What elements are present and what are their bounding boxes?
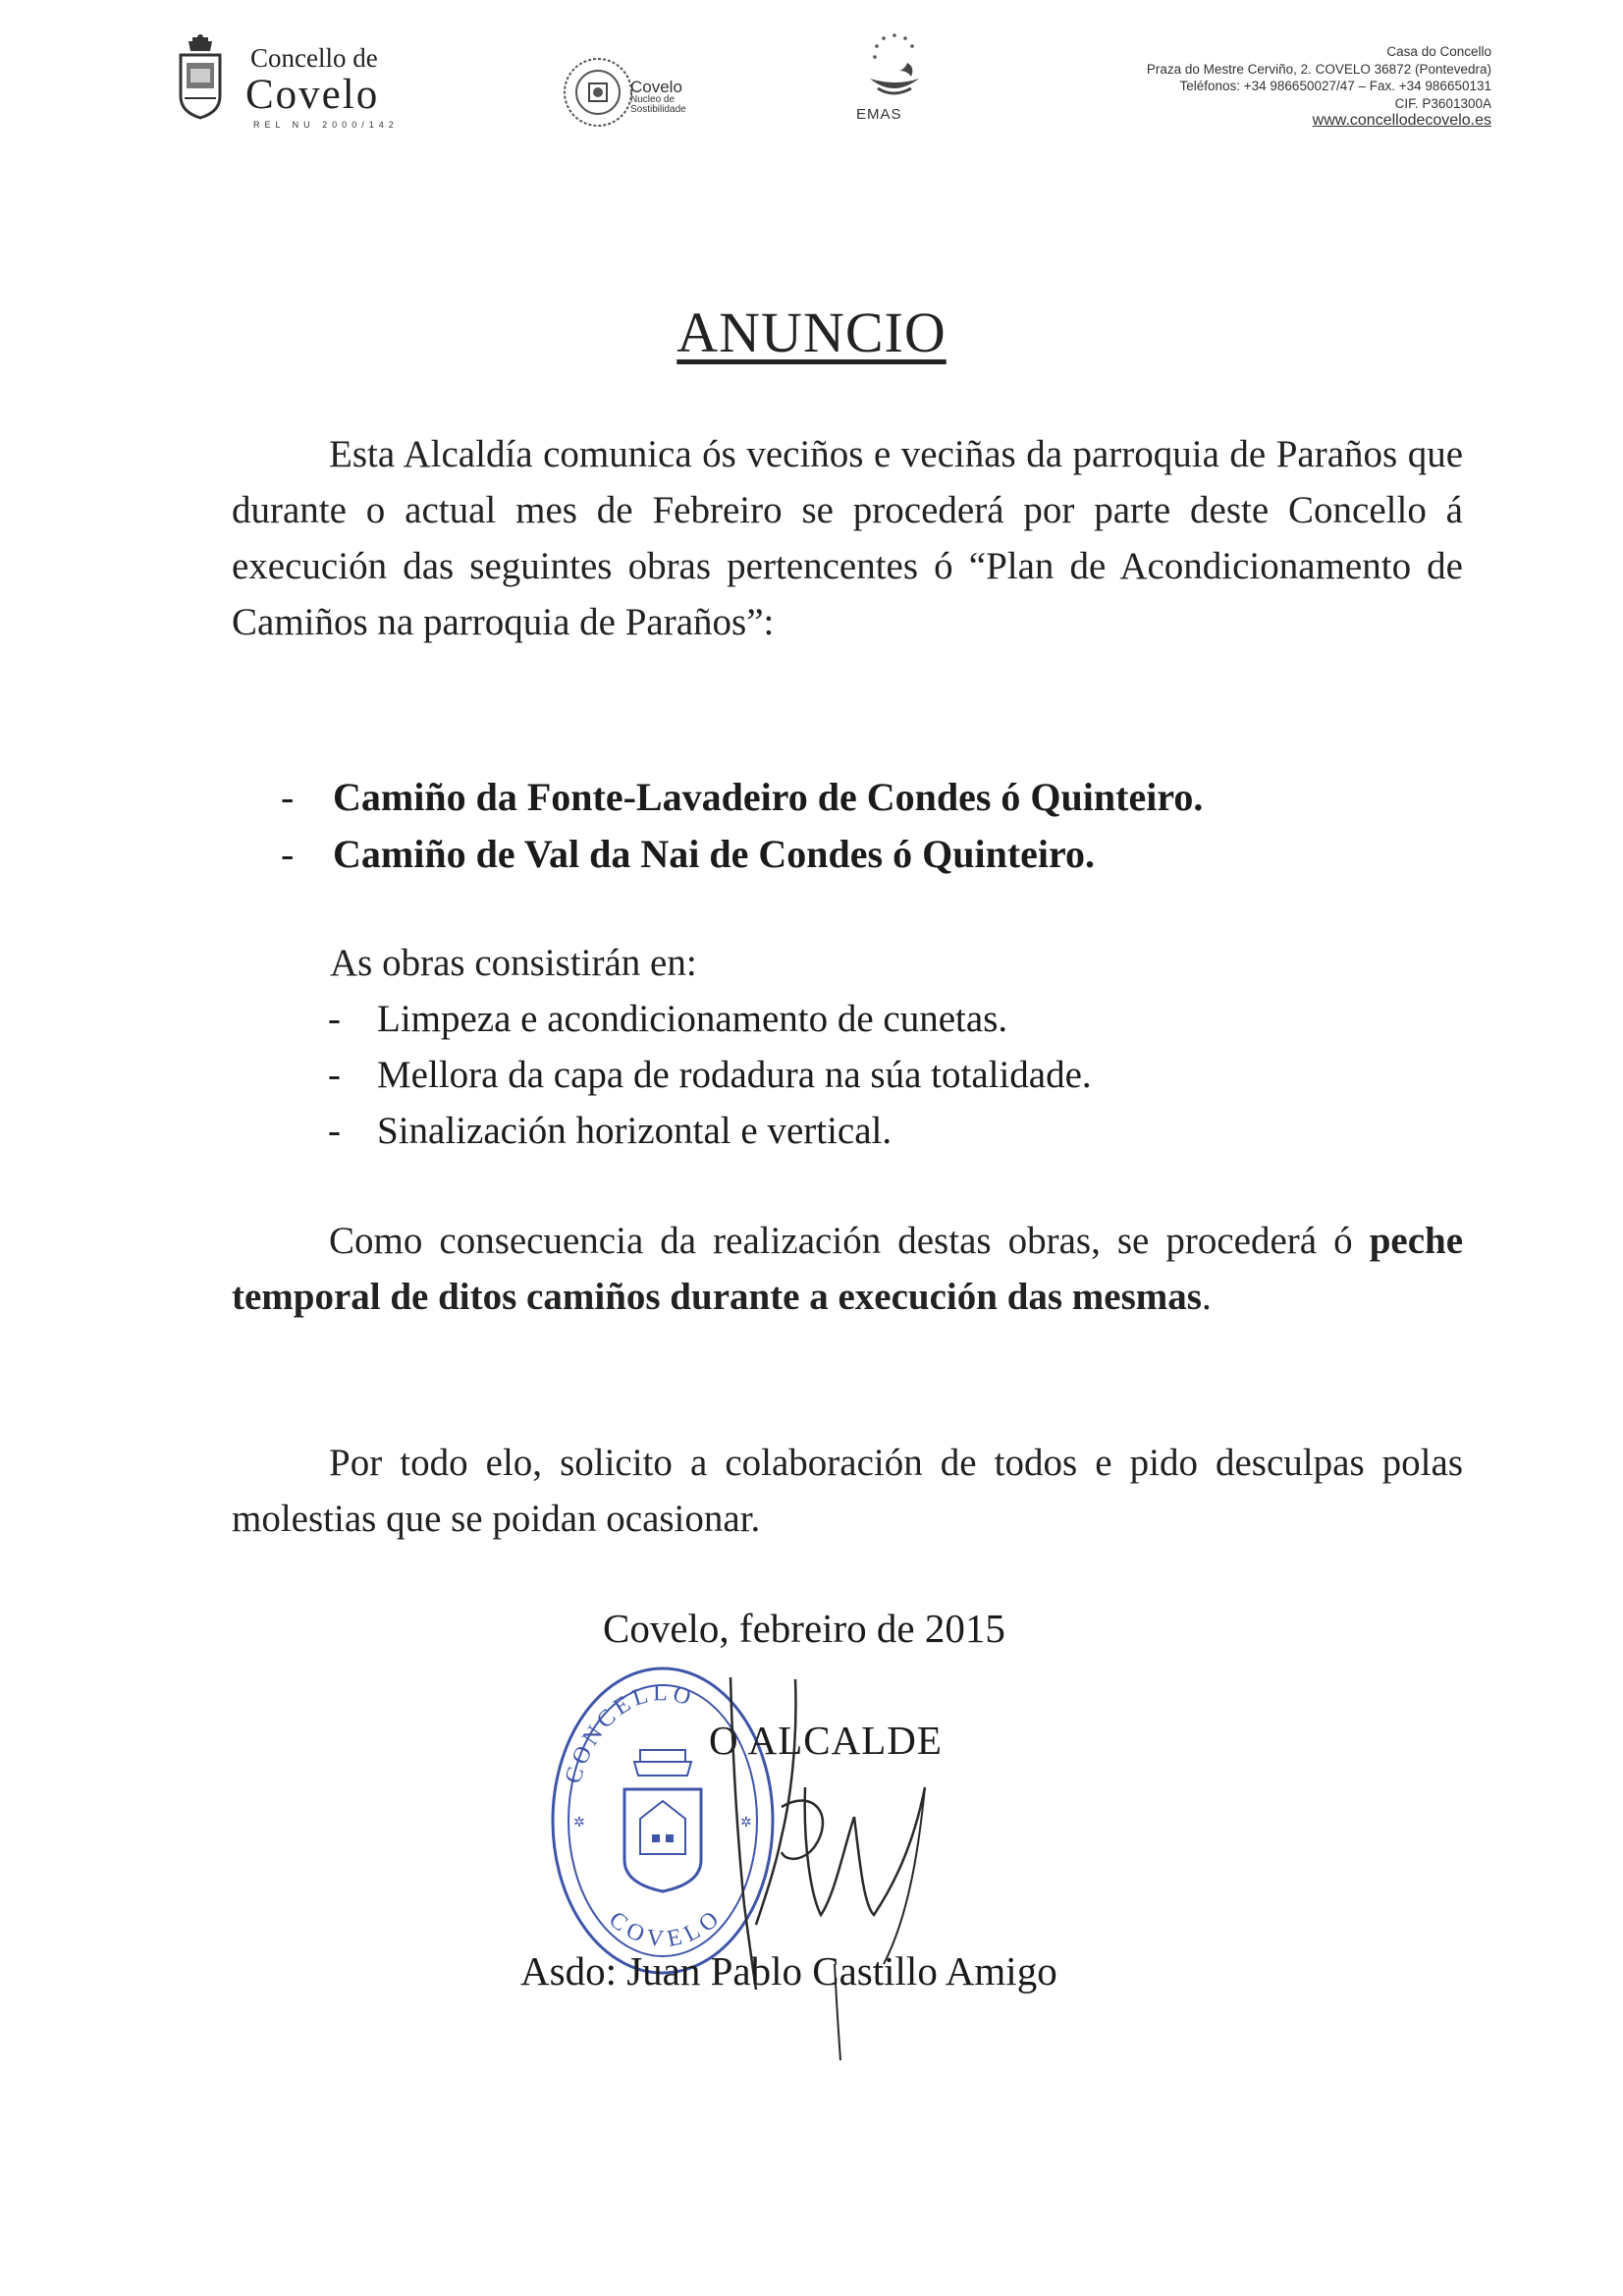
road-name: Camiño da Fonte-Lavadeiro de Condes ó Quinteiro. bbox=[333, 775, 1204, 819]
stamp-top-text: CONCELLO bbox=[560, 1680, 698, 1787]
closure-paragraph bbox=[232, 1213, 1463, 1325]
work-item: Mellora da capa de rodadura na súa totalidade. bbox=[377, 1054, 1092, 1096]
closure-text-bold: peche temporal de ditos camiños durante a execución das mesmas bbox=[232, 1220, 1463, 1318]
seal-title: Covelo bbox=[630, 78, 682, 96]
contact-phones: Teléfonos: +34 986650027/47 – Fax. +34 986650131 bbox=[1179, 79, 1491, 93]
emas-logo-icon bbox=[860, 29, 929, 106]
apology-paragraph: Por todo elo, solicito a colaboración de todos e pido desculpas polas molestias que se poidan ocasionar. bbox=[232, 1442, 1463, 1540]
logo-line2: Covelo bbox=[245, 72, 380, 118]
signer-name: Asdo: Juan Pablo Castillo Amigo bbox=[520, 1948, 1057, 1994]
emas-label: EMAS bbox=[856, 106, 902, 123]
seal-line2: Nucleo de bbox=[630, 94, 676, 105]
road-name: Camiño de Val da Nai de Condes ó Quinteiro. bbox=[333, 832, 1096, 876]
contact-block bbox=[1147, 43, 1491, 130]
signer-role: O ALCALDE bbox=[709, 1718, 943, 1763]
document-title: ANUNCIO bbox=[676, 301, 947, 364]
seal-caption bbox=[630, 79, 686, 115]
logo-registry: REL NU 2000/142 bbox=[253, 120, 399, 130]
works-intro: As obras consistirán en: bbox=[330, 942, 697, 984]
closure-text-end: . bbox=[1201, 1276, 1212, 1318]
handwritten-signature bbox=[687, 1669, 962, 2062]
list-item: - Camiño de Val da Nai de Condes ó Quinteiro. bbox=[281, 826, 1203, 883]
contact-address: Praza do Mestre Cerviño, 2. COVELO 36872 (Pontevedra) bbox=[1146, 61, 1491, 77]
work-item: Limpeza e acondicionamento de cunetas. bbox=[377, 998, 1008, 1040]
place-date: Covelo, febreiro de 2015 bbox=[603, 1606, 1005, 1651]
website-link[interactable]: www.concellodecovelo.es bbox=[1312, 112, 1491, 129]
svg-text:✲: ✲ bbox=[573, 1816, 585, 1831]
seal-line3: Sostibilidade bbox=[630, 104, 686, 115]
logo-line1: Concello de bbox=[250, 43, 378, 73]
svg-text:CONCELLO bbox=[561, 1680, 697, 1786]
coat-of-arms-icon bbox=[175, 33, 226, 124]
contact-cif: CIF. P3601300A bbox=[1394, 95, 1491, 111]
list-item: - Limpeza e acondicionamento de cunetas. bbox=[328, 991, 1092, 1047]
works-list bbox=[328, 991, 1092, 1159]
work-item: Sinalización horizontal e vertical. bbox=[377, 1110, 893, 1152]
svg-text:✲: ✲ bbox=[740, 1816, 752, 1831]
sustainability-seal-icon bbox=[560, 54, 636, 131]
list-item: - Sinalización horizontal e vertical. bbox=[328, 1103, 1092, 1159]
announcement-paragraph: Esta Alcaldía comunica ós veciños e veciñas da parroquia de Paraños que durante o actual mes de Febreiro se procederá por parte deste Concello á execución das seguintes obras pertencentes ó “Plan de Acondicionamento de Camiños na parroquia de Paraños”: bbox=[232, 433, 1463, 643]
roads-list bbox=[281, 769, 1203, 883]
closure-text-start: Como consecuencia da realización destas obras, se procederá ó bbox=[329, 1220, 1370, 1262]
contact-building: Casa do Concello bbox=[1386, 44, 1491, 59]
stamp-bottom-text: COVELO bbox=[604, 1902, 729, 1953]
list-item: - Mellora da capa de rodadura na súa totalidade. bbox=[328, 1047, 1092, 1103]
list-item: - Camiño da Fonte-Lavadeiro de Condes ó Quinteiro. bbox=[281, 769, 1203, 826]
